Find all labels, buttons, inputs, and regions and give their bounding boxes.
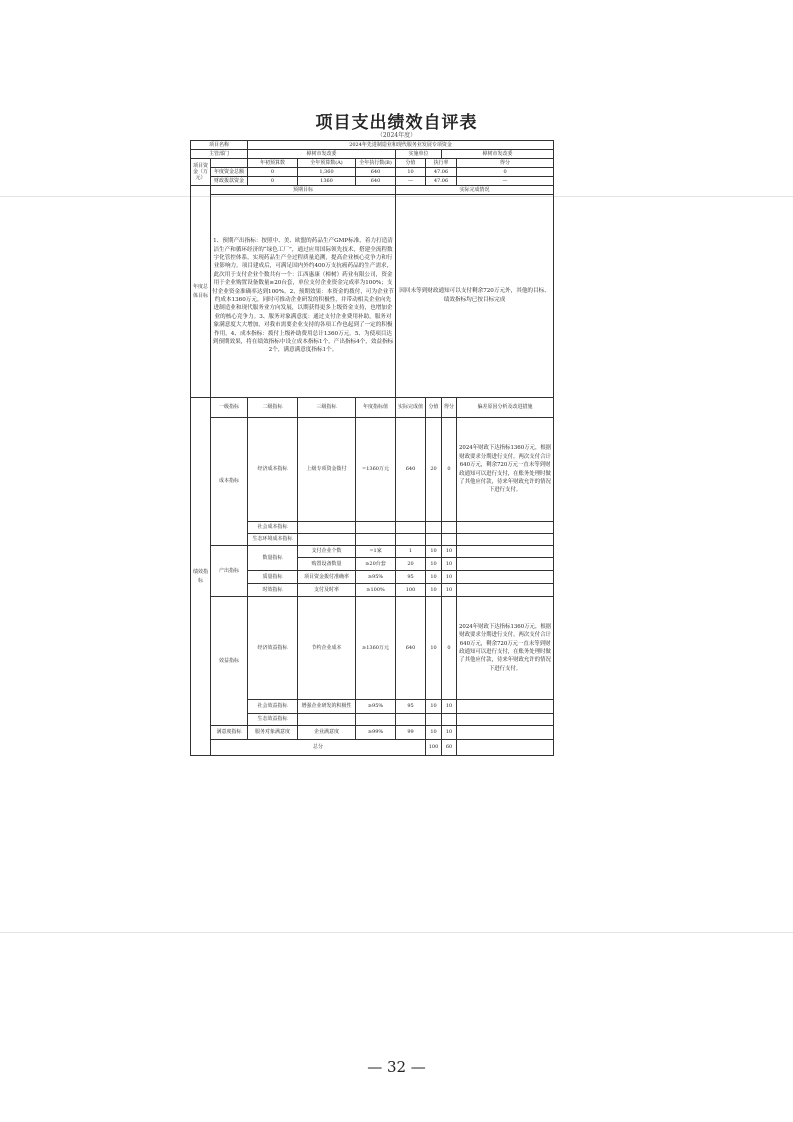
level3-cell: 项目资金拨付准确率 xyxy=(298,571,356,584)
col-annual-value: 年度指标值 xyxy=(356,398,396,418)
target-cell: ≥95% xyxy=(356,571,396,584)
col-level3: 三级指标 xyxy=(298,398,356,418)
row-funds-header xyxy=(191,159,554,168)
row-project-name xyxy=(191,141,554,150)
funds-col-0: 年初预算数 xyxy=(248,159,298,168)
funds-col-4: 执行率 xyxy=(426,159,457,168)
funds-cell: 10 xyxy=(396,168,426,177)
weight-cell: 20 xyxy=(426,418,442,522)
level3-cell: 节约企业成本 xyxy=(298,597,356,700)
target-cell: ≥1360万元 xyxy=(356,597,396,700)
label-dept: 主管部门 xyxy=(191,150,248,159)
funds-col-3: 分值 xyxy=(396,159,426,168)
funds-cell: — xyxy=(396,177,426,186)
row-satisfaction xyxy=(191,726,554,740)
level3-cell: 购置设备数量 xyxy=(298,558,356,571)
funds-cell: 0 xyxy=(248,168,298,177)
label-funds: 项目资金（万元） xyxy=(191,159,211,186)
output-indicator: 产出指标 xyxy=(211,546,248,597)
funds-cell: 640 xyxy=(356,177,396,186)
target-cell: ≥20台套 xyxy=(356,558,396,571)
label-total: 总分 xyxy=(211,740,426,756)
level2-cell: 社会效益指标 xyxy=(248,700,298,714)
reason-cell: 2024年财政下达指标1360万元，根据财政要求分期进行支付，两次支付合计640万元，剩余720万元一直未等到财政通知可以进行支付，在账务处理时做了其他应付款，待来年财政允许的情况下进行支付。 xyxy=(457,597,554,700)
row-goals xyxy=(191,195,554,398)
actual-completion-text: 因回未等到财政通知可以支付剩余720万元外，其他的目标、绩效指标均已按目标完成 xyxy=(396,195,554,398)
row-dept xyxy=(191,150,554,159)
weight-cell: 10 xyxy=(426,546,442,558)
level3-cell: 支付及时率 xyxy=(298,584,356,597)
level2-cell: 时效指标 xyxy=(248,584,298,597)
actual-cell: 100 xyxy=(396,584,426,597)
level2-cell: 服务对象满意度 xyxy=(248,726,298,740)
row-goals-header xyxy=(191,186,554,195)
label-actual: 实际完成情况 xyxy=(396,186,554,195)
label-expected: 预期目标 xyxy=(211,186,396,195)
score-cell: 0 xyxy=(442,418,457,522)
level3-cell: 支付企业个数 xyxy=(298,546,356,558)
col-actual-value: 实际完成值 xyxy=(396,398,426,418)
score-cell: 10 xyxy=(442,584,457,597)
row-output-qty1 xyxy=(191,546,554,558)
weight-cell: 10 xyxy=(426,558,442,571)
weight-cell: 10 xyxy=(426,571,442,584)
level3-cell: 增强企业研发的积极性 xyxy=(298,700,356,714)
actual-cell: 95 xyxy=(396,700,426,714)
weight-cell: 10 xyxy=(426,726,442,740)
evaluation-table xyxy=(190,140,554,756)
score-cell: 10 xyxy=(442,546,457,558)
label-goals: 年度总体目标 xyxy=(191,186,211,398)
funds-cell: 0 xyxy=(248,177,298,186)
row-benefit-econ xyxy=(191,597,554,700)
score-cell: 10 xyxy=(442,558,457,571)
score-cell: 0 xyxy=(442,597,457,700)
label-impl-unit: 实施单位 xyxy=(396,150,442,159)
target-cell: ≥95% xyxy=(356,700,396,714)
label-project-name: 项目名称 xyxy=(191,141,248,150)
funds-cell: 640 xyxy=(356,168,396,177)
col-reason: 偏差原因分析及改进措施 xyxy=(457,398,554,418)
level2-cell: 生态效益指标 xyxy=(248,714,298,726)
funds-cell: 1,360 xyxy=(298,168,356,177)
target-cell: =1家 xyxy=(356,546,396,558)
funds-col-5: 得分 xyxy=(457,159,554,168)
score-cell: 10 xyxy=(442,700,457,714)
level3-cell: 上级专项资金拨付 xyxy=(298,418,356,522)
project-name: 2024年先进制造业和现代服务业发展专项资金 xyxy=(248,141,554,150)
funds-col-1: 全年预算数(A) xyxy=(298,159,356,168)
score-cell: 10 xyxy=(442,571,457,584)
weight-cell: 10 xyxy=(426,584,442,597)
weight-cell: 10 xyxy=(426,597,442,700)
cost-indicator: 成本指标 xyxy=(211,418,248,546)
funds-cell: — xyxy=(457,177,554,186)
level2-cell: 经济效益指标 xyxy=(248,597,298,700)
row-total xyxy=(191,740,554,756)
level2-cell: 质量指标 xyxy=(248,571,298,584)
score-cell: 10 xyxy=(442,726,457,740)
funds-cell: 1360 xyxy=(298,177,356,186)
scan-edge-line xyxy=(0,932,793,933)
reason-cell: 2024年财政下达指标1360万元，根据财政要求分期进行支付，两次支付合计640万元，剩余720万元一直未等到财政通知可以进行支付，在账务处理时做了其他应付款，待来年财政允许的情况下进行支付。 xyxy=(457,418,554,522)
level2-cell: 数量指标 xyxy=(248,546,298,571)
page-subtitle: （2024年度） xyxy=(376,132,417,139)
col-level1: 一级指标 xyxy=(211,398,248,418)
actual-cell: 20 xyxy=(396,558,426,571)
col-score: 得分 xyxy=(442,398,457,418)
dept-value: 樟树市发改委 xyxy=(248,150,396,159)
level2-cell: 生态环境成本指标 xyxy=(248,534,298,546)
page-number: — 32 — xyxy=(367,1058,426,1076)
target-cell: ≥100% xyxy=(356,584,396,597)
funds-corner xyxy=(211,159,248,168)
actual-cell: 99 xyxy=(396,726,426,740)
row-funds-fiscal xyxy=(191,177,554,186)
target-cell: ≥99% xyxy=(356,726,396,740)
funds-cell: 47.06 xyxy=(426,177,457,186)
row-cost-econ xyxy=(191,418,554,522)
expected-goals-text: 1、预期产出指标：按照中、美、欧盟的药品生产GMP标准，着力打造清洁生产和循环经济的“绿色工厂”，通过应用国际领先技术，搭建全流程数字化管控体系，实现药品生产全过程质量追溯，提高企业核心竞争力和行业影响力。项目建成后，可满足国内外约400万支抗癌药品的生产需求，此次用于支付企业个数共有一个：江西惠康（樟树）药业有限公司，资金用于企业购置设备数量≥20台套，单位支付企业资金完成率为100%；支付企业资金准确率达到100%。2、预期效果：本资金的拨付，可为企业节约成本1360万元，同时可推动企业研发的积极性，并带动相关企业向先进制造业和现代服务业方向发展，以期获得更多上级资金支持，也增加企业的核心竞争力。3、服务对象满意度：通过支付企业费用补助，服务对象满意度大大增加，对我市需要企业支持的各项工作也起到了一定的积极作用。4、成本指标：拨付上级补助费用总计1360万元。5、为使项目达到预期效果，将在绩效指标中设立成本指标1个，产出指标4个，效益指标2个，满意满意度指标1个。 xyxy=(211,195,396,398)
satisfaction-indicator: 满意度指标 xyxy=(211,726,248,740)
funds-cell: 0 xyxy=(457,168,554,177)
total-weight: 100 xyxy=(426,740,442,756)
funds-row-label: 年度资金总额 xyxy=(211,168,248,177)
col-weight: 分值 xyxy=(426,398,442,418)
page-title: 项目支出绩效自评表 xyxy=(315,113,478,133)
total-score: 60 xyxy=(442,740,457,756)
weight-cell: 10 xyxy=(426,700,442,714)
target-cell: =1360万元 xyxy=(356,418,396,522)
benefit-indicator: 效益指标 xyxy=(211,597,248,726)
funds-col-2: 全年执行数(B) xyxy=(356,159,396,168)
level2-cell: 经济成本指标 xyxy=(248,418,298,522)
col-level2: 二级指标 xyxy=(248,398,298,418)
actual-cell: 1 xyxy=(396,546,426,558)
funds-cell: 47.06 xyxy=(426,168,457,177)
row-indicator-header xyxy=(191,398,554,418)
actual-cell: 640 xyxy=(396,418,426,522)
label-indicators: 绩效指标 xyxy=(191,398,211,756)
actual-cell: 640 xyxy=(396,597,426,700)
row-funds-total xyxy=(191,168,554,177)
actual-cell: 95 xyxy=(396,571,426,584)
level2-cell: 社会成本指标 xyxy=(248,522,298,534)
level3-cell: 企业满意度 xyxy=(298,726,356,740)
funds-row-label: 财政拨款资金 xyxy=(211,177,248,186)
impl-unit-value: 樟树市发改委 xyxy=(442,150,554,159)
